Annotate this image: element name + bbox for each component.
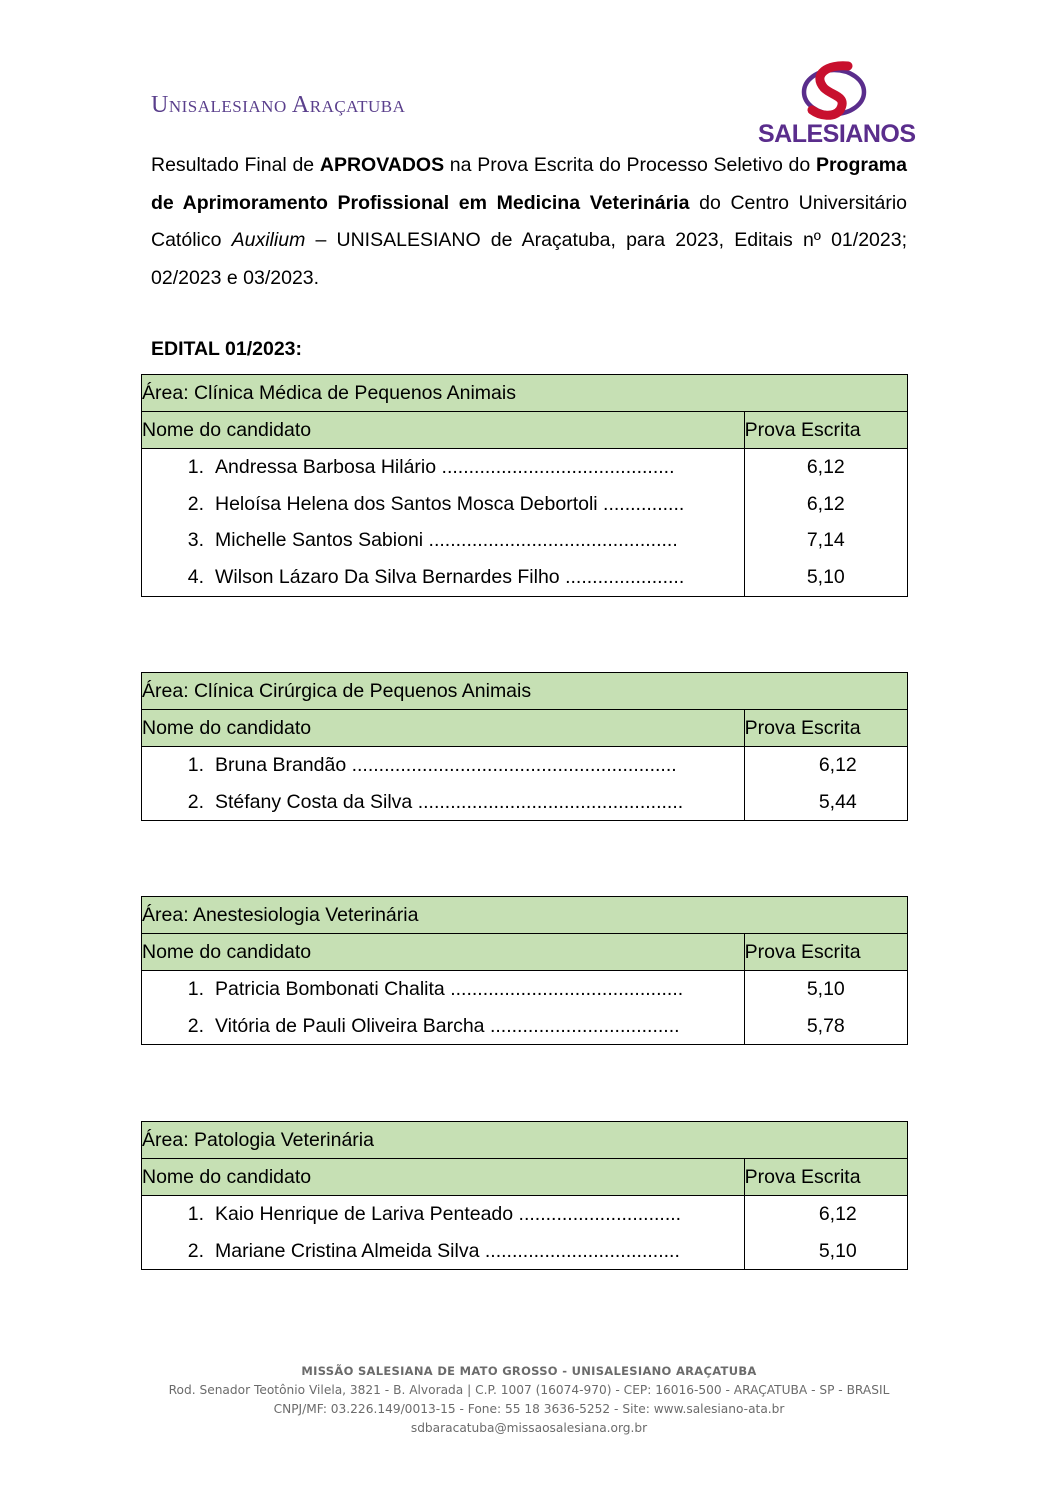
score-value: 5,78	[806, 1014, 845, 1037]
candidate-names	[142, 747, 745, 821]
candidate-scores	[744, 1196, 907, 1270]
area-title: Área: Anestesiologia Veterinária	[142, 897, 908, 934]
row-number: 2.	[187, 790, 204, 813]
row-number: 3.	[187, 529, 204, 552]
column-header-name: Nome do candidato	[142, 1159, 745, 1196]
table-row	[142, 747, 744, 784]
intro-bold-1: APROVADOS	[319, 154, 445, 176]
candidate-name: Bruna Brandão ............................................................	[215, 754, 677, 776]
column-header-score: Prova Escrita	[744, 710, 907, 747]
intro-italic: Auxilium	[231, 229, 306, 251]
score-value: 6,12	[806, 492, 845, 515]
row-number: 1.	[187, 754, 204, 776]
candidate-names	[142, 1196, 745, 1270]
area-title: Área: Clínica Médica de Pequenos Animais	[142, 375, 908, 412]
intro-text-4: – UNISALESIANO de Araçatuba, para 2023, Editais nº 01/2023; 02/2023 e 03/2023.	[151, 229, 907, 289]
score-value: 7,14	[806, 529, 845, 552]
candidate-scores	[744, 449, 907, 597]
table-row	[142, 449, 744, 486]
candidate-name: Michelle Santos Sabioni ..............................................	[215, 529, 678, 552]
salesianos-logo	[758, 60, 916, 152]
candidate-scores	[744, 971, 907, 1045]
institution-name: Unisalesiano Araçatuba	[151, 92, 406, 118]
table-row	[142, 1008, 744, 1045]
row-number: 2.	[187, 492, 204, 515]
page-footer	[151, 1362, 907, 1438]
candidate-name: Mariane Cristina Almeida Silva ....................................	[215, 1239, 680, 1262]
column-header-name: Nome do candidato	[142, 934, 745, 971]
row-number: 2.	[187, 1239, 204, 1262]
column-header-score: Prova Escrita	[744, 1159, 907, 1196]
table-row	[142, 559, 744, 596]
score-value: 5,44	[818, 790, 857, 813]
row-number: 2.	[187, 1014, 204, 1037]
candidate-name: Vitória de Pauli Oliveira Barcha ...................................	[215, 1014, 680, 1037]
candidate-name: Andressa Barbosa Hilário ...........................................	[215, 456, 675, 478]
table-row	[142, 971, 744, 1008]
score-value: 6,12	[818, 754, 857, 776]
footer-address: Rod. Senador Teotônio Vilela, 3821 - B. Alvorada | C.P. 1007 (16074-970) - CEP: 16016-500 - ARAÇATUBA - SP - BRASIL	[168, 1383, 890, 1397]
footer-organization: MISSÃO SALESIANA DE MATO GROSSO - UNISALESIANO ARAÇATUBA	[301, 1364, 757, 1378]
row-number: 4.	[187, 566, 204, 589]
candidate-name: Kaio Henrique de Lariva Penteado ..............................	[215, 1203, 682, 1225]
footer-contact: CNPJ/MF: 03.226.149/0013-15 - Fone: 55 18 3636-5252 - Site: www.salesiano-ata.br	[273, 1402, 785, 1416]
table-row	[142, 784, 744, 821]
footer-email: sdbaracatuba@missaosalesiana.org.br	[410, 1421, 648, 1435]
logo-text: SALESIANOS	[758, 120, 916, 148]
intro-text-1: Resultado Final de	[151, 154, 320, 176]
candidate-name: Heloísa Helena dos Santos Mosca Debortoli ...............	[215, 492, 685, 515]
area-title: Área: Clínica Cirúrgica de Pequenos Animais	[142, 673, 908, 710]
column-header-score: Prova Escrita	[744, 412, 907, 449]
column-header-name: Nome do candidato	[142, 710, 745, 747]
column-header-name: Nome do candidato	[142, 412, 745, 449]
score-value: 5,10	[806, 978, 845, 1000]
score-value: 5,10	[806, 566, 845, 589]
table-row	[142, 1233, 744, 1270]
candidate-name: Patricia Bombonati Chalita ...........................................	[215, 978, 684, 1000]
area-title: Área: Patologia Veterinária	[142, 1122, 908, 1159]
table-row	[142, 486, 744, 523]
results-table-patologia	[141, 1121, 908, 1270]
intro-text-3: do Centro Universitário Católico	[151, 191, 907, 251]
candidate-name: Stéfany Costa da Silva .................................................	[215, 790, 684, 813]
intro-paragraph	[151, 147, 907, 297]
candidate-names	[142, 449, 745, 597]
results-table-anestesiologia	[141, 896, 908, 1045]
candidate-names	[142, 971, 745, 1045]
results-table-clinica-medica	[141, 374, 908, 597]
candidate-scores	[744, 747, 907, 821]
row-number: 1.	[187, 456, 204, 478]
score-value: 6,12	[818, 1203, 857, 1225]
intro-bold-2: Programa de Aprimoramento Profissional em Medicina Veterinária	[151, 154, 907, 214]
row-number: 1.	[187, 978, 204, 1000]
table-row	[142, 1196, 744, 1233]
candidate-name: Wilson Lázaro Da Silva Bernardes Filho ......................	[215, 566, 685, 589]
salesianos-s-icon	[798, 60, 870, 120]
score-value: 6,12	[806, 456, 845, 478]
score-value: 5,10	[818, 1239, 857, 1262]
column-header-score: Prova Escrita	[744, 934, 907, 971]
intro-text-2: na Prova Escrita do Processo Seletivo do	[444, 154, 816, 176]
row-number: 1.	[187, 1203, 204, 1225]
table-row	[142, 522, 744, 559]
results-table-clinica-cirurgica	[141, 672, 908, 821]
edital-title: EDITAL 01/2023:	[151, 338, 303, 360]
